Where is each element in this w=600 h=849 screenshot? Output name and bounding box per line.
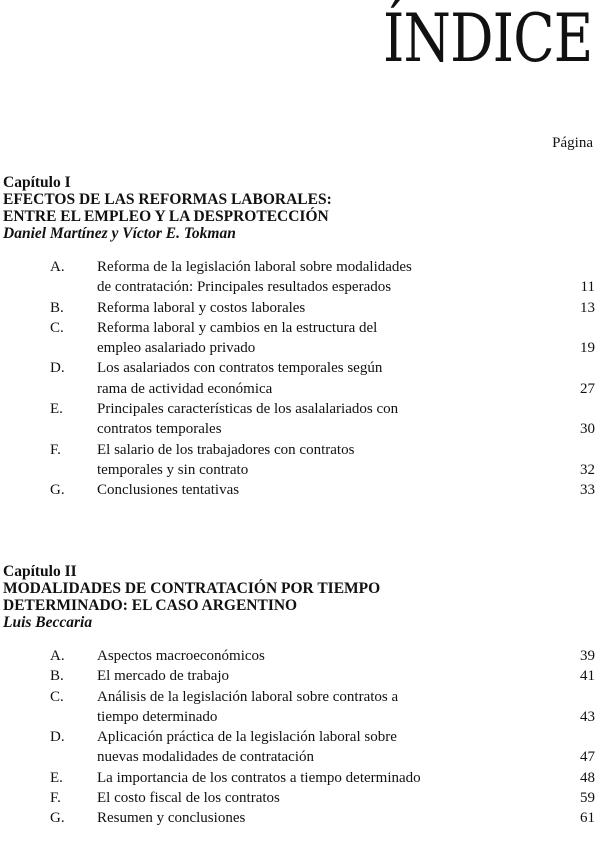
toc-entry-page-number: 30	[580, 421, 595, 438]
toc-entry-text	[3, 440, 595, 481]
toc-entry-line: Reforma de la legislación laboral sobre modalidades	[97, 259, 412, 275]
toc-entry-text	[3, 646, 595, 666]
toc-entry-text	[3, 298, 595, 318]
toc-entry-text	[3, 257, 595, 298]
chapter-label: Capítulo I	[3, 174, 71, 191]
toc-entry-letter: G.	[50, 482, 65, 499]
chapter-title-line: MODALIDADES DE CONTRATACIÓN POR TIEMPO	[3, 580, 381, 597]
toc-entry-page-number: 41	[580, 668, 595, 685]
toc-entry-line: nuevas modalidades de contratación	[97, 749, 315, 766]
toc-entry-line: La importancia de los contratos a tiempo determinado	[97, 769, 421, 786]
toc-entry-letter: D.	[50, 360, 65, 377]
toc-entry-line: Aplicación práctica de la legislación laboral sobre	[97, 729, 397, 746]
toc-entry	[3, 727, 595, 768]
toc-entry-letter: A.	[50, 259, 65, 275]
toc-entry	[3, 257, 595, 298]
toc-entry	[3, 399, 595, 440]
toc-entry	[3, 358, 595, 399]
toc-entry-line: Análisis de la legislación laboral sobre contratos a	[97, 688, 399, 705]
chapter-2	[3, 563, 595, 829]
toc-entry-list	[3, 257, 595, 501]
toc-entry-letter: E.	[50, 769, 63, 786]
toc-entry-letter: F.	[50, 441, 61, 458]
toc-entry-page-number: 59	[580, 790, 595, 807]
toc-entry-page-number: 47	[580, 749, 595, 766]
toc-entry	[3, 440, 595, 481]
chapter-author: Daniel Martínez y Víctor E. Tokman	[3, 225, 236, 242]
toc-entry-letter: D.	[50, 729, 65, 746]
toc-entry-letter: A.	[50, 648, 65, 664]
chapter-title-line: ENTRE EL EMPLEO Y LA DESPROTECCIÓN	[3, 208, 329, 225]
toc-entry-line: rama de actividad económica	[97, 380, 273, 397]
toc-entry	[3, 480, 595, 500]
page-column-label: Página	[552, 135, 593, 151]
toc-entry-line: El costo fiscal de los contratos	[97, 790, 280, 807]
toc-entry-line: Conclusiones tentativas	[97, 482, 240, 499]
toc-entry-letter: B.	[50, 668, 64, 685]
chapter-title	[3, 580, 595, 614]
toc-entry-line: Reforma laboral y cambios en la estructura del	[97, 319, 378, 336]
toc-entry-line: Resumen y conclusiones	[97, 810, 246, 827]
chapter-title	[3, 191, 595, 225]
toc-entry-text	[3, 788, 595, 808]
toc-entry-page-number: 32	[580, 461, 595, 478]
toc-entry-text	[3, 666, 595, 686]
toc-entry-line: contratos temporales	[97, 421, 222, 438]
toc-entry-line: El salario de los trabajadores con contratos	[97, 441, 355, 458]
toc-entry-text	[3, 399, 595, 440]
toc-entry-line: El mercado de trabajo	[97, 668, 230, 685]
chapter-author: Luis Beccaria	[3, 614, 93, 631]
toc-entry-letter: B.	[50, 299, 64, 316]
toc-entry-text	[3, 727, 595, 768]
toc-entry-text	[3, 318, 595, 359]
toc-entry-letter: G.	[50, 810, 65, 827]
toc-entry	[3, 788, 595, 808]
toc-entry-text	[3, 808, 595, 828]
page-title: ÍNDICE	[382, 0, 592, 77]
toc-entry-line: Reforma laboral y costos laborales	[97, 299, 306, 316]
toc-entry-page-number: 39	[580, 648, 595, 664]
toc-entry-letter: E.	[50, 401, 63, 418]
toc-entry-letter: C.	[50, 319, 64, 336]
toc-entry-page-number: 33	[580, 482, 595, 499]
toc-entry	[3, 687, 595, 728]
toc-entry-line: tiempo determinado	[97, 708, 218, 725]
toc-entry	[3, 768, 595, 788]
toc-entry-line: de contratación: Principales resultados esperados	[97, 279, 392, 296]
toc-entry-text	[3, 687, 595, 728]
toc-entry	[3, 318, 595, 359]
toc-entry-page-number: 13	[580, 299, 595, 316]
toc-entry-list	[3, 646, 595, 829]
toc-entry-text	[3, 480, 595, 500]
chapter-label: Capítulo II	[3, 563, 77, 580]
toc-entry-line: empleo asalariado privado	[97, 340, 256, 357]
toc-entry	[3, 666, 595, 686]
toc-entry-letter: F.	[50, 790, 61, 807]
toc-entry	[3, 298, 595, 318]
chapter-title-line: DETERMINADO: EL CASO ARGENTINO	[3, 597, 298, 614]
toc-entry-page-number: 61	[580, 810, 595, 827]
chapter-title-line: EFECTOS DE LAS REFORMAS LABORALES:	[3, 191, 332, 208]
toc-entry-text	[3, 358, 595, 399]
toc-entry-page-number: 19	[580, 340, 595, 357]
toc-entry-line: Aspectos macroeconómicos	[97, 648, 265, 664]
toc-entry-page-number: 48	[580, 769, 595, 786]
toc-entry-line: Principales características de los asalalariados con	[97, 401, 399, 418]
toc-entry-letter: C.	[50, 688, 64, 705]
toc-entry-line: temporales y sin contrato	[97, 461, 249, 478]
toc-entry-page-number: 11	[580, 279, 595, 296]
toc-entry	[3, 646, 595, 666]
toc-entry-page-number: 43	[580, 708, 595, 725]
toc-entry-text	[3, 768, 595, 788]
toc-entry-page-number: 27	[580, 380, 595, 397]
toc-entry-line: Los asalariados con contratos temporales según	[97, 360, 383, 377]
toc-entry	[3, 808, 595, 828]
chapter-1	[3, 174, 595, 501]
